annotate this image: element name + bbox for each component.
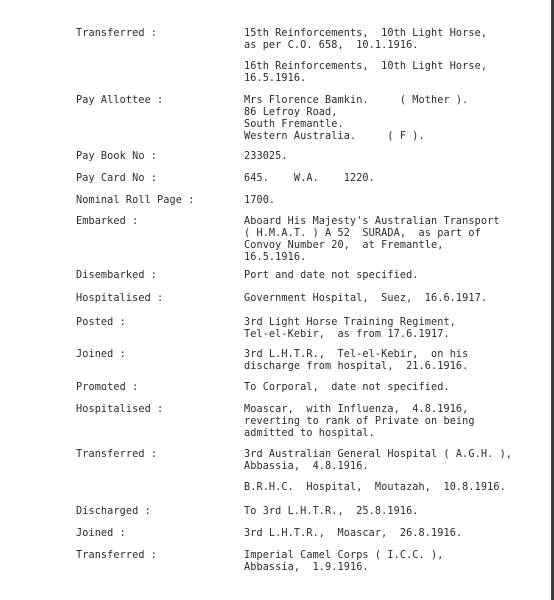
record-value: Moascar, with Influenza, 4.8.1916, reverting to rank of Private on being admitted to hospital. xyxy=(244,404,475,439)
record-value: 3rd L.H.T.R., Moascar, 26.8.1916. xyxy=(244,528,463,539)
record-label: Discharged : xyxy=(76,506,151,517)
record-label: Posted : xyxy=(76,317,126,328)
record-value: 15th Reinforcements, 10th Light Horse, as per C.O. 658, 10.1.1916. xyxy=(244,28,488,51)
record-label: Pay Allottee : xyxy=(76,95,164,106)
record-label: Nominal Roll Page : xyxy=(76,195,195,206)
record-label: Transferred : xyxy=(76,449,158,460)
record-label: Pay Book No : xyxy=(76,151,158,162)
record-value: 233025. xyxy=(244,151,288,162)
record-label: Transferred : xyxy=(76,550,158,561)
record-value: 3rd Australian General Hospital ( A.G.H. ), Abbassia, 4.8.1916. xyxy=(244,449,513,472)
record-label: Joined : xyxy=(76,349,126,360)
record-label: Disembarked : xyxy=(76,270,158,281)
record-label: Pay Card No : xyxy=(76,173,158,184)
record-label: Promoted : xyxy=(76,382,139,393)
record-label: Joined : xyxy=(76,528,126,539)
record-label: Embarked : xyxy=(76,216,139,227)
record-label: Hospitalised : xyxy=(76,404,164,415)
record-value: To Corporal, date not specified. xyxy=(244,382,450,393)
record-value: Mrs Florence Bamkin. ( Mother ). 86 Lefroy Road, South Fremantle. Western Australia. ( F ). xyxy=(244,95,469,142)
record-value: 3rd L.H.T.R., Tel-el-Kebir, on his discharge from hospital, 21.6.1916. xyxy=(244,349,469,372)
record-value: 3rd Light Horse Training Regiment, Tel-el-Kebir, as from 17.6.1917. xyxy=(244,317,456,340)
record-value: 645. W.A. 1220. xyxy=(244,173,375,184)
record-value: Port and date not specified. xyxy=(244,270,419,281)
record-value: To 3rd L.H.T.R., 25.8.1916. xyxy=(244,506,419,517)
record-value: 16th Reinforcements, 10th Light Horse, 16.5.1916. xyxy=(244,61,488,84)
record-value: Imperial Camel Corps ( I.C.C. ), Abbassia, 1.9.1916. xyxy=(244,550,444,573)
record-value: B.R.H.C. Hospital, Moutazah, 10.8.1916. xyxy=(244,482,506,493)
record-value: Aboard His Majesty's Australian Transport ( H.M.A.T. ) A 52 SURADA, as part of Convoy Number 20, at Fremantle, 16.5.1916. xyxy=(244,216,500,263)
record-label: Hospitalised : xyxy=(76,293,164,304)
record-value: 1700. xyxy=(244,195,276,206)
record-label: Transferred : xyxy=(76,28,158,39)
record-value: Government Hospital, Suez, 16.6.1917. xyxy=(244,293,488,304)
